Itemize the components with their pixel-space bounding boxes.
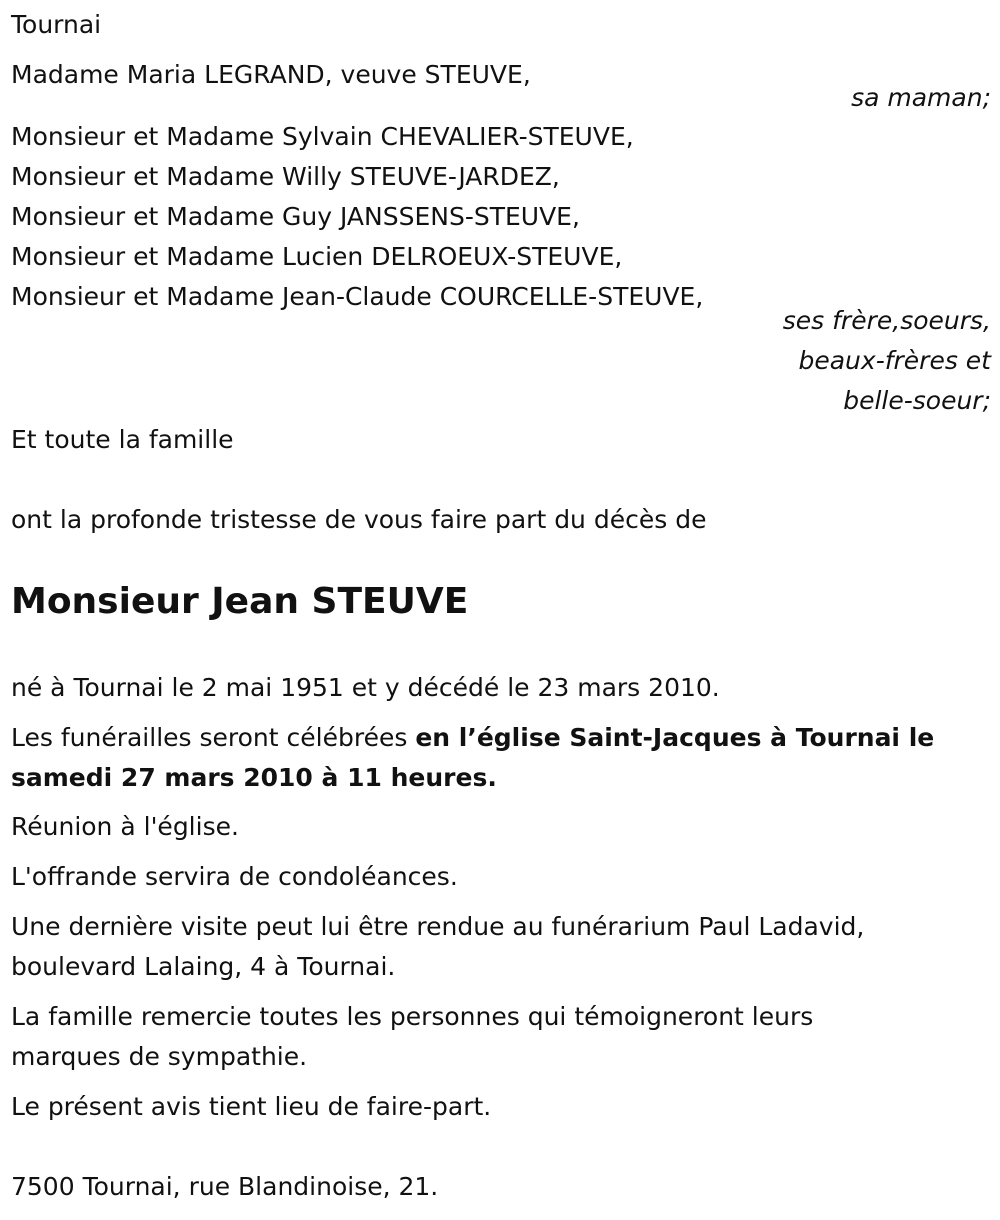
- address: 7500 Tournai, rue Blandinoise, 21.: [11, 1172, 439, 1201]
- sibling-2: Monsieur et Madame Willy STEUVE-JARDEZ,: [11, 162, 560, 191]
- thanks-info: [11, 997, 991, 1077]
- visit-info: [11, 907, 991, 987]
- family-line: Et toute la famille: [11, 425, 234, 454]
- funeral-place: en l’église Saint-Jacques à Tournai le: [415, 723, 935, 752]
- offering: L'offrande servira de condoléances.: [11, 862, 458, 891]
- siblings-relation: [11, 301, 991, 421]
- mother-relation: sa maman;: [851, 83, 991, 112]
- mother-name: Madame Maria LEGRAND, veuve STEUVE,: [11, 60, 531, 89]
- sibling-5: Monsieur et Madame Jean-Claude COURCELLE-STEUVE,: [11, 282, 704, 311]
- sibling-4: Monsieur et Madame Lucien DELROEUX-STEUVE,: [11, 242, 623, 271]
- visit-line-2: boulevard Lalaing, 4 à Tournai.: [11, 952, 396, 981]
- funeral-line-1: [11, 718, 991, 758]
- visit-line-1: Une dernière visite peut lui être rendue au funérarium Paul Ladavid,: [11, 912, 865, 941]
- siblings-list: [11, 117, 991, 317]
- meeting: Réunion à l'église.: [11, 812, 239, 841]
- city-header: Tournai: [11, 10, 102, 39]
- funeral-prefix: Les funérailles seront célébrées: [11, 723, 416, 752]
- thanks-line-2: marques de sympathie.: [11, 1042, 308, 1071]
- sibling-3: Monsieur et Madame Guy JANSSENS-STEUVE,: [11, 202, 580, 231]
- funeral-date: samedi 27 mars 2010 à 11 heures.: [11, 763, 497, 792]
- deceased-name: Monsieur Jean STEUVE: [11, 581, 469, 622]
- announcement: ont la profonde tristesse de vous faire part du décès de: [11, 505, 707, 534]
- siblings-relation-line-1: ses frère,soeurs,: [782, 306, 991, 335]
- notice: Le présent avis tient lieu de faire-part.: [11, 1092, 492, 1121]
- siblings-relation-line-2: beaux-frères et: [798, 346, 991, 375]
- birth-death: né à Tournai le 2 mai 1951 et y décédé le 23 mars 2010.: [11, 673, 720, 702]
- sibling-1: Monsieur et Madame Sylvain CHEVALIER-STEUVE,: [11, 122, 634, 151]
- thanks-line-1: La famille remercie toutes les personnes qui témoigneront leurs: [11, 1002, 814, 1031]
- funeral-info: [11, 718, 991, 798]
- siblings-relation-line-3: belle-soeur;: [843, 386, 991, 415]
